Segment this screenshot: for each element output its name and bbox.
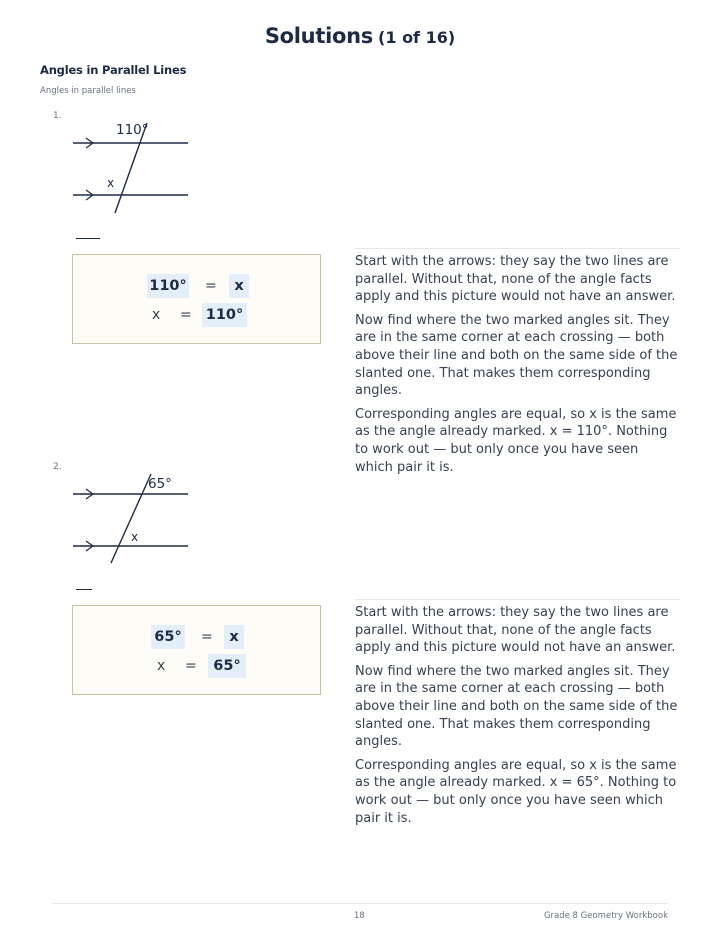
equation-line (152, 303, 262, 327)
variable-chip: x (229, 274, 249, 298)
equals-sign: = (180, 307, 192, 323)
value-chip: 110° (202, 303, 247, 327)
explanation-paragraph: Now find where the two marked angles sit. They are in the same corner at each crossing — both above their line and both on the same side of the slanted one. That makes them corresponding angles. (355, 312, 678, 399)
parallel-lines-diagram (70, 469, 200, 569)
explanation-paragraph: Corresponding angles are equal, so x is the same as the angle already marked. x = 110°. Nothing to work out — but only once you have seen which pair it is. (355, 406, 677, 475)
explanation (355, 604, 680, 833)
page-title-main: Solutions (264, 24, 373, 48)
answer-line (76, 238, 100, 239)
given-angle-label: 110° (116, 122, 149, 138)
page-title-count: (1 of 16) (378, 28, 456, 47)
variable-chip: x (224, 625, 244, 649)
page-title (0, 24, 720, 48)
equals-sign: = (201, 629, 213, 645)
equation-line (151, 625, 261, 649)
explanation-paragraph: Start with the arrows: they say the two lines are parallel. Without that, none of the angle facts apply and this picture would not have an answer. (355, 605, 676, 656)
divider (355, 599, 680, 600)
parallel-lines-diagram (70, 118, 200, 218)
given-angle-label: 65° (148, 476, 172, 492)
explanation-paragraph: Corresponding angles are equal, so x is the same as the angle already marked. x = 65°. Nothing to work out — but only once you have seen which pair it is. (355, 757, 677, 826)
problem-number: 2. (53, 462, 62, 472)
variable-text: x (157, 658, 166, 674)
problem-number: 1. (53, 111, 62, 121)
value-chip: 110° (147, 274, 189, 298)
value-chip: 65° (208, 654, 246, 678)
variable-text: x (152, 307, 161, 323)
explanation-paragraph: Now find where the two marked angles sit. They are in the same corner at each crossing — both above their line and both on the same side of the slanted one. That makes them corresponding angles. (355, 663, 678, 750)
equation-line (157, 654, 267, 678)
explanation (355, 253, 680, 482)
page-number: 18 (354, 911, 365, 921)
explanation-paragraph: Start with the arrows: they say the two lines are parallel. Without that, none of the angle facts apply and this picture would not have an answer. (355, 254, 676, 305)
book-title: Grade 8 Geometry Workbook (543, 911, 668, 921)
section-title: Angles in Parallel Lines (40, 63, 187, 77)
working-box (72, 605, 321, 695)
equation-line (147, 274, 257, 298)
equals-sign: = (185, 658, 197, 674)
value-chip: 65° (151, 625, 185, 649)
section-subtitle: Angles in parallel lines (40, 86, 136, 96)
divider (355, 248, 680, 249)
working-box (72, 254, 321, 344)
equals-sign: = (205, 278, 217, 294)
answer-line (76, 589, 92, 590)
footer-divider (52, 903, 668, 904)
unknown-angle-label: x (107, 176, 115, 190)
transversal-line (111, 474, 151, 563)
unknown-angle-label: x (131, 530, 139, 544)
